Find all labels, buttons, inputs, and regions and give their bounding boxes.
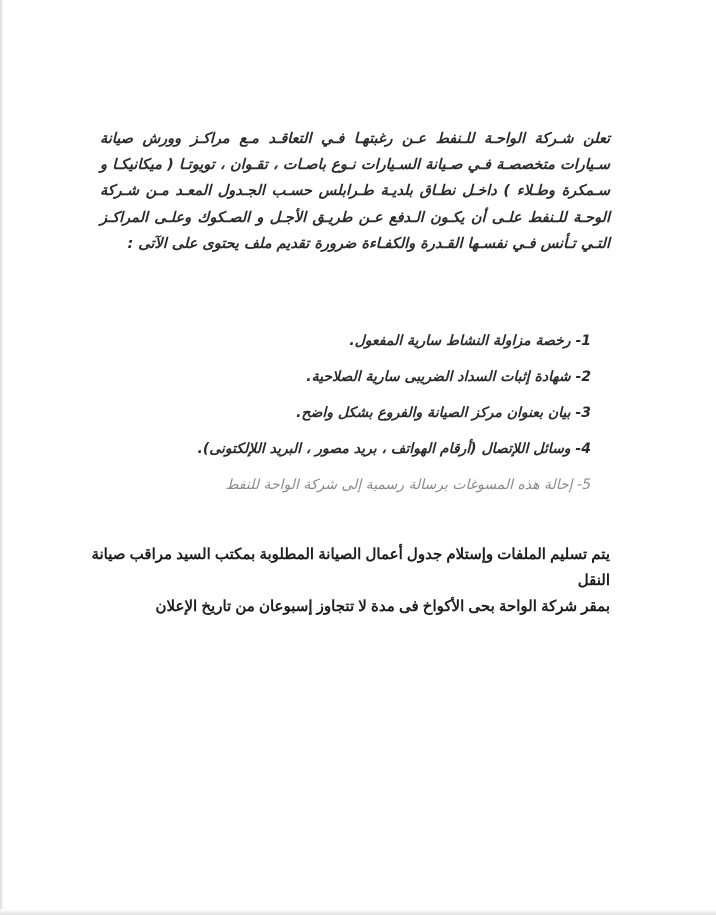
intro-line: تويوتـا ( ميكانيكـا و سـمكرة وطـلاء ) داخـل نطـاق بلديـة طـرابلس حسـب [100,157,610,200]
submission-instructions-paragraph [90,542,610,620]
requirement-item: 1- رخصة مزاولة النشاط سارية المفعول. [349,333,591,349]
requirement-item: 2- شهادة إثبات السداد الضريبى سارية الصلاحية. [306,369,591,385]
intro-line: ضرورة تقديم ملف يحتوى على الآتى : [127,235,357,252]
intro-line: الأجـل و الصـكوك وعلـى المراكـز التـي تـأنس فـي نفسـها القـدرة والكفـاءة [100,209,610,252]
page-shadow-bottom [0,909,716,915]
intro-line: صيانة سـيارات متخصصـة فـي صـيانة السـيارات نـوع باصـات ، تقـوان ، [100,131,610,174]
closing-line: بمقر شركة الواحة بحى الأكواخ فى مدة لا تتجاوز إسبوعان من تاريخ الإعلان [155,598,610,615]
requirements-list [111,327,591,507]
page-shadow-left [0,0,4,915]
requirement-item: 5- إحالة هذه المسوغات برسالة رسمية إلى شركة الواحة للنفط [225,477,591,493]
requirement-item: 4- وسائل اللإتصال (أرقام الهواتف ، بريد مصور ، البريد اللإلكتونى). [197,441,591,457]
closing-line: يتم تسليم الملفات وإستلام جدول أعمال الصيانة المطلوبة بمكتب السيد مراقب صيانة النقل [91,546,610,589]
announcement-intro-paragraph [100,126,610,257]
intro-line: تعلن شـركة الواحـة للـنفط عـن رغبتهـا فـي التعاقـد مـع مراكـز وورش [142,131,610,147]
intro-line: الجـدول المعـد مـن شـركة الوحـة للـنفط علـى أن يكـون الـدفع عـن طريـق [100,183,611,226]
requirement-item: 3- بيان بعنوان مركز الصيانة والفروع بشكل واضح. [296,405,591,421]
